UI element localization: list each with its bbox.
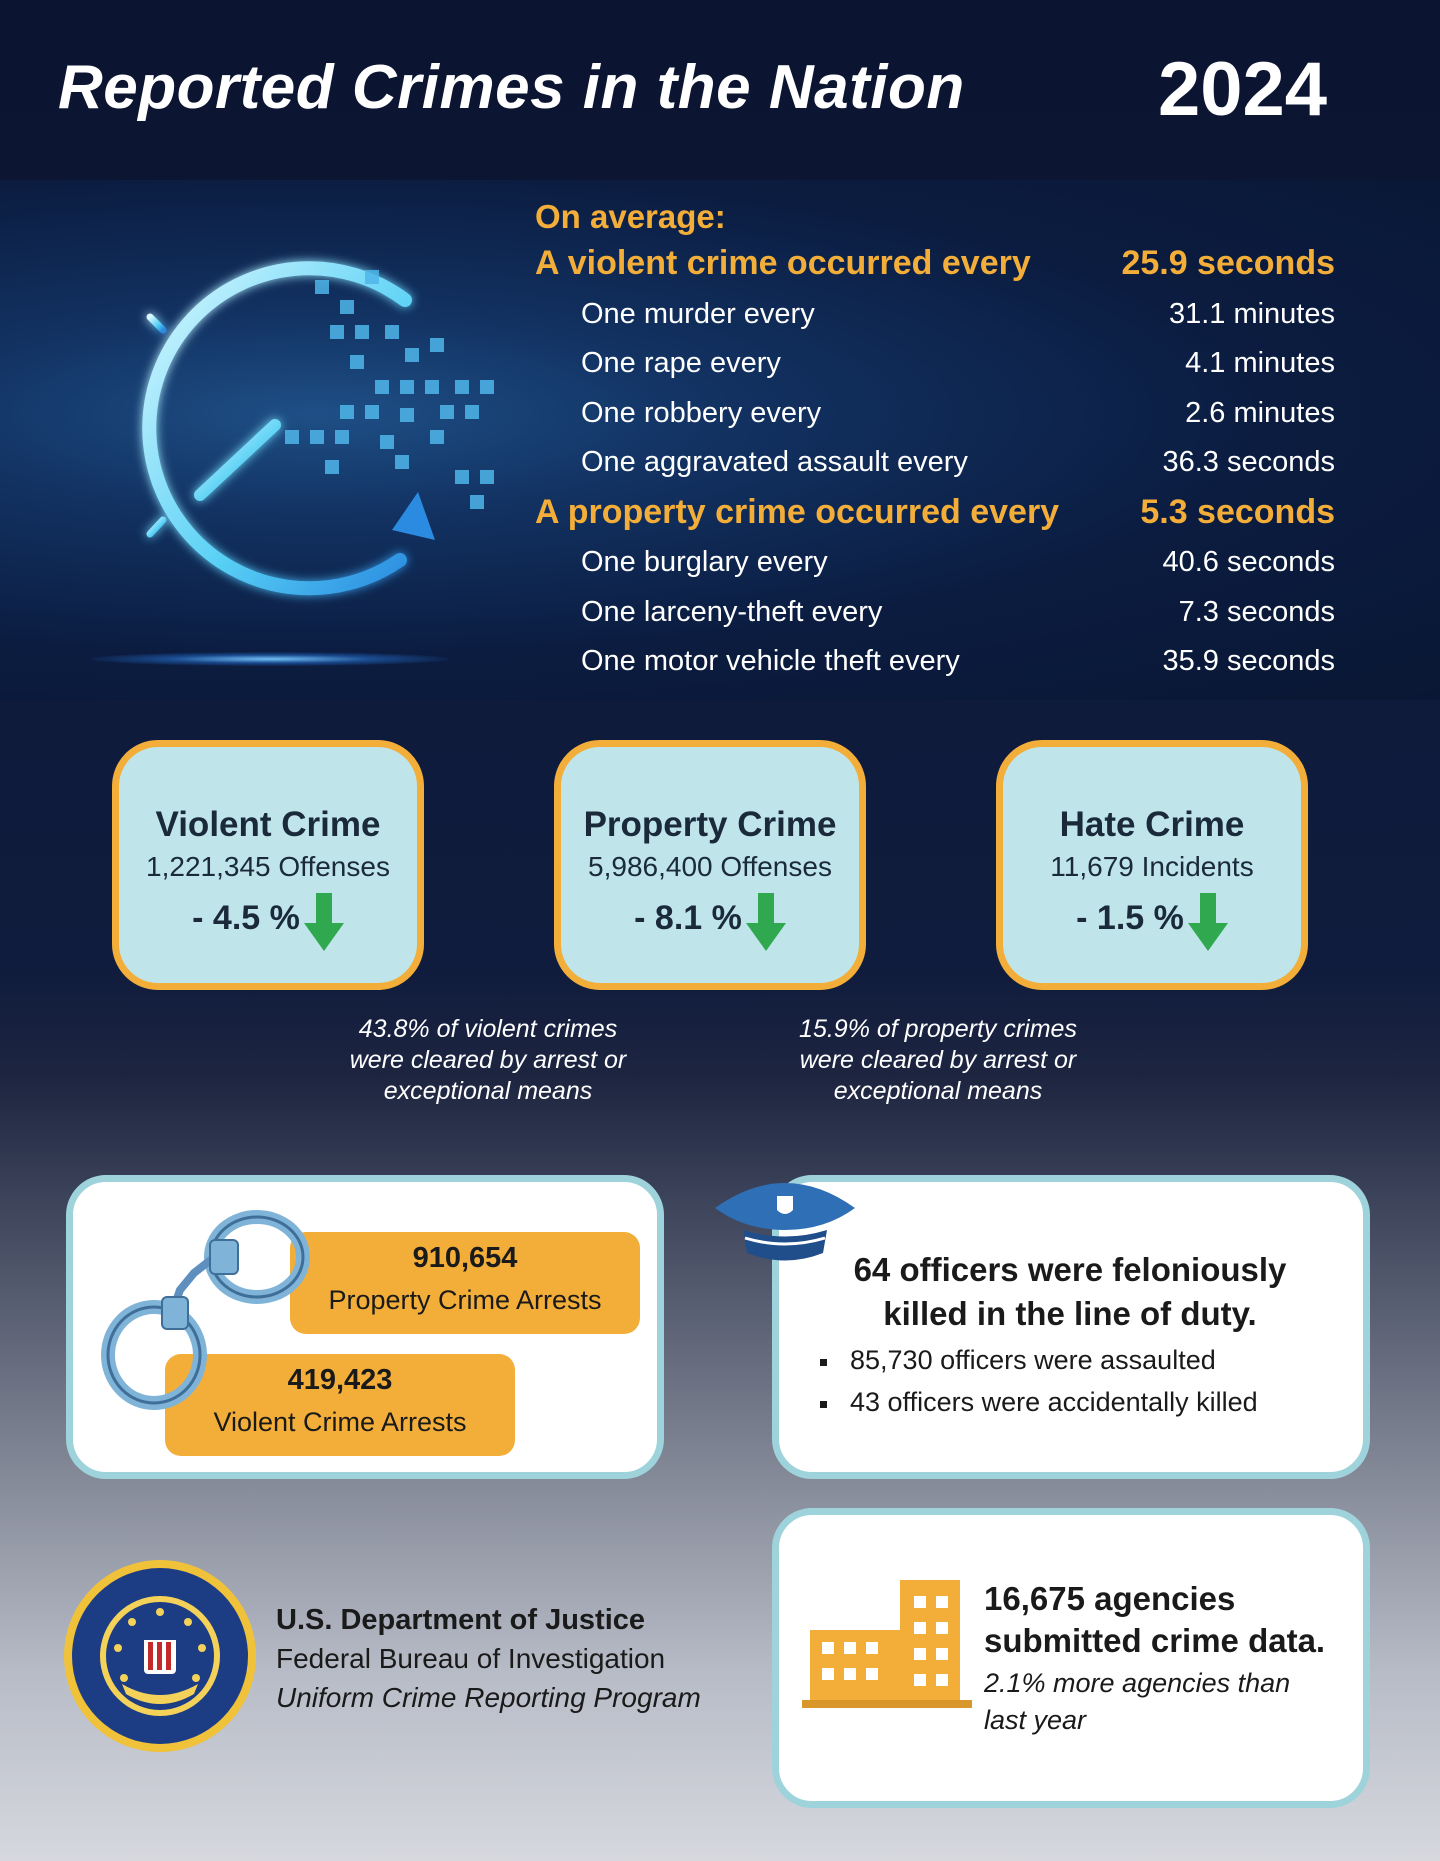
card-title: Violent Crime — [155, 805, 381, 844]
down-arrow-icon — [304, 893, 344, 953]
note-line: exceptional means — [833, 1077, 1043, 1105]
report-year: 2024 — [1158, 47, 1328, 132]
note-line: were cleared by arrest or — [349, 1046, 627, 1074]
officers-list — [820, 1345, 1258, 1429]
handcuffs-icon — [82, 1195, 332, 1435]
rate-row-burglary — [535, 546, 1335, 590]
rate-label: One aggravated assault every — [581, 446, 968, 478]
card-change — [1076, 899, 1228, 938]
rate-value: 40.6 seconds — [1162, 546, 1335, 578]
card-count: 1,221,345 Offenses — [146, 851, 390, 882]
rate-row-murder — [535, 298, 1335, 342]
down-arrow-icon — [746, 893, 786, 953]
sub-line: 2.1% more agencies than — [984, 1668, 1291, 1698]
arrest-label: Property Crime Arrests — [328, 1285, 602, 1315]
rate-label: One robbery every — [581, 397, 822, 429]
rate-value: 36.3 seconds — [1162, 446, 1335, 478]
property-rate-label: A property crime occurred every — [535, 493, 1060, 531]
violent-crime-card — [112, 740, 424, 990]
rate-label: One rape every — [581, 347, 781, 379]
bureau-name: Federal Bureau of Investigation — [276, 1643, 666, 1674]
rate-row-larceny-theft — [535, 596, 1335, 640]
rate-value: 35.9 seconds — [1162, 645, 1335, 677]
building-icon — [800, 1560, 980, 1710]
note-line: 43.8% of violent crimes — [358, 1015, 618, 1043]
change-value: - 1.5 % — [1076, 899, 1184, 937]
card-count: 5,986,400 Offenses — [588, 851, 832, 882]
clock-icon — [100, 230, 530, 610]
rate-row-robbery — [535, 397, 1335, 441]
rate-label: One murder every — [581, 298, 815, 330]
headline-line: killed in the line of duty. — [883, 1295, 1257, 1332]
change-value: - 8.1 % — [634, 899, 742, 937]
arrest-number: 910,654 — [412, 1242, 518, 1274]
rate-row-motor-vehicle-theft — [535, 645, 1335, 689]
officers-headline — [800, 1248, 1340, 1336]
card-count: 11,679 Incidents — [1050, 851, 1254, 882]
card-change — [634, 899, 786, 938]
violent-clearance-note — [318, 1014, 658, 1107]
property-rate-row — [535, 493, 1335, 537]
card-title: Property Crime — [583, 805, 837, 844]
arrest-label: Violent Crime Arrests — [213, 1407, 467, 1437]
violent-rate-value: 25.9 seconds — [1121, 244, 1335, 282]
rate-value: 4.1 minutes — [1185, 347, 1335, 379]
rate-value: 2.6 minutes — [1185, 397, 1335, 429]
hate-crime-card — [996, 740, 1308, 990]
headline-line: 64 officers were feloniously — [853, 1251, 1287, 1288]
down-arrow-icon — [1188, 893, 1228, 953]
property-arrests-pill — [290, 1232, 640, 1334]
fbi-seal-icon — [60, 1556, 260, 1756]
headline-line: submitted crime data. — [984, 1622, 1326, 1659]
rate-row-rape — [535, 347, 1335, 391]
agencies-headline — [984, 1578, 1325, 1662]
glow-line-decoration — [90, 652, 450, 666]
property-rate-value: 5.3 seconds — [1140, 493, 1335, 531]
property-crime-card — [554, 740, 866, 990]
sub-line: last year — [984, 1705, 1087, 1735]
note-line: were cleared by arrest or — [799, 1046, 1077, 1074]
note-line: 15.9% of property crimes — [799, 1015, 1077, 1043]
rate-label: One burglary every — [581, 546, 828, 578]
rate-value: 7.3 seconds — [1178, 596, 1335, 628]
average-intro: On average: — [535, 198, 726, 235]
change-value: - 4.5 % — [192, 899, 300, 937]
note-line: exceptional means — [383, 1077, 593, 1105]
rate-row-aggravated-assault — [535, 446, 1335, 490]
rate-label: One larceny-theft every — [581, 596, 883, 628]
department-name: U.S. Department of Justice — [276, 1604, 646, 1636]
arrest-number: 419,423 — [287, 1364, 393, 1396]
rate-label: One motor vehicle theft every — [581, 645, 960, 677]
page-title: Reported Crimes in the Nation — [58, 53, 965, 122]
card-title: Hate Crime — [1059, 805, 1245, 844]
violent-rate-row — [535, 244, 1335, 288]
card-change — [192, 899, 344, 938]
violent-rate-label: A violent crime occurred every — [535, 244, 1031, 282]
program-name: Uniform Crime Reporting Program — [276, 1682, 701, 1713]
list-item: 85,730 officers were assaulted — [820, 1345, 1258, 1387]
headline-line: 16,675 agencies — [984, 1580, 1236, 1617]
agencies-subtext — [984, 1665, 1364, 1739]
list-item: 43 officers were accidentally killed — [820, 1387, 1258, 1429]
property-clearance-note — [768, 1014, 1108, 1107]
rate-value: 31.1 minutes — [1168, 298, 1335, 330]
